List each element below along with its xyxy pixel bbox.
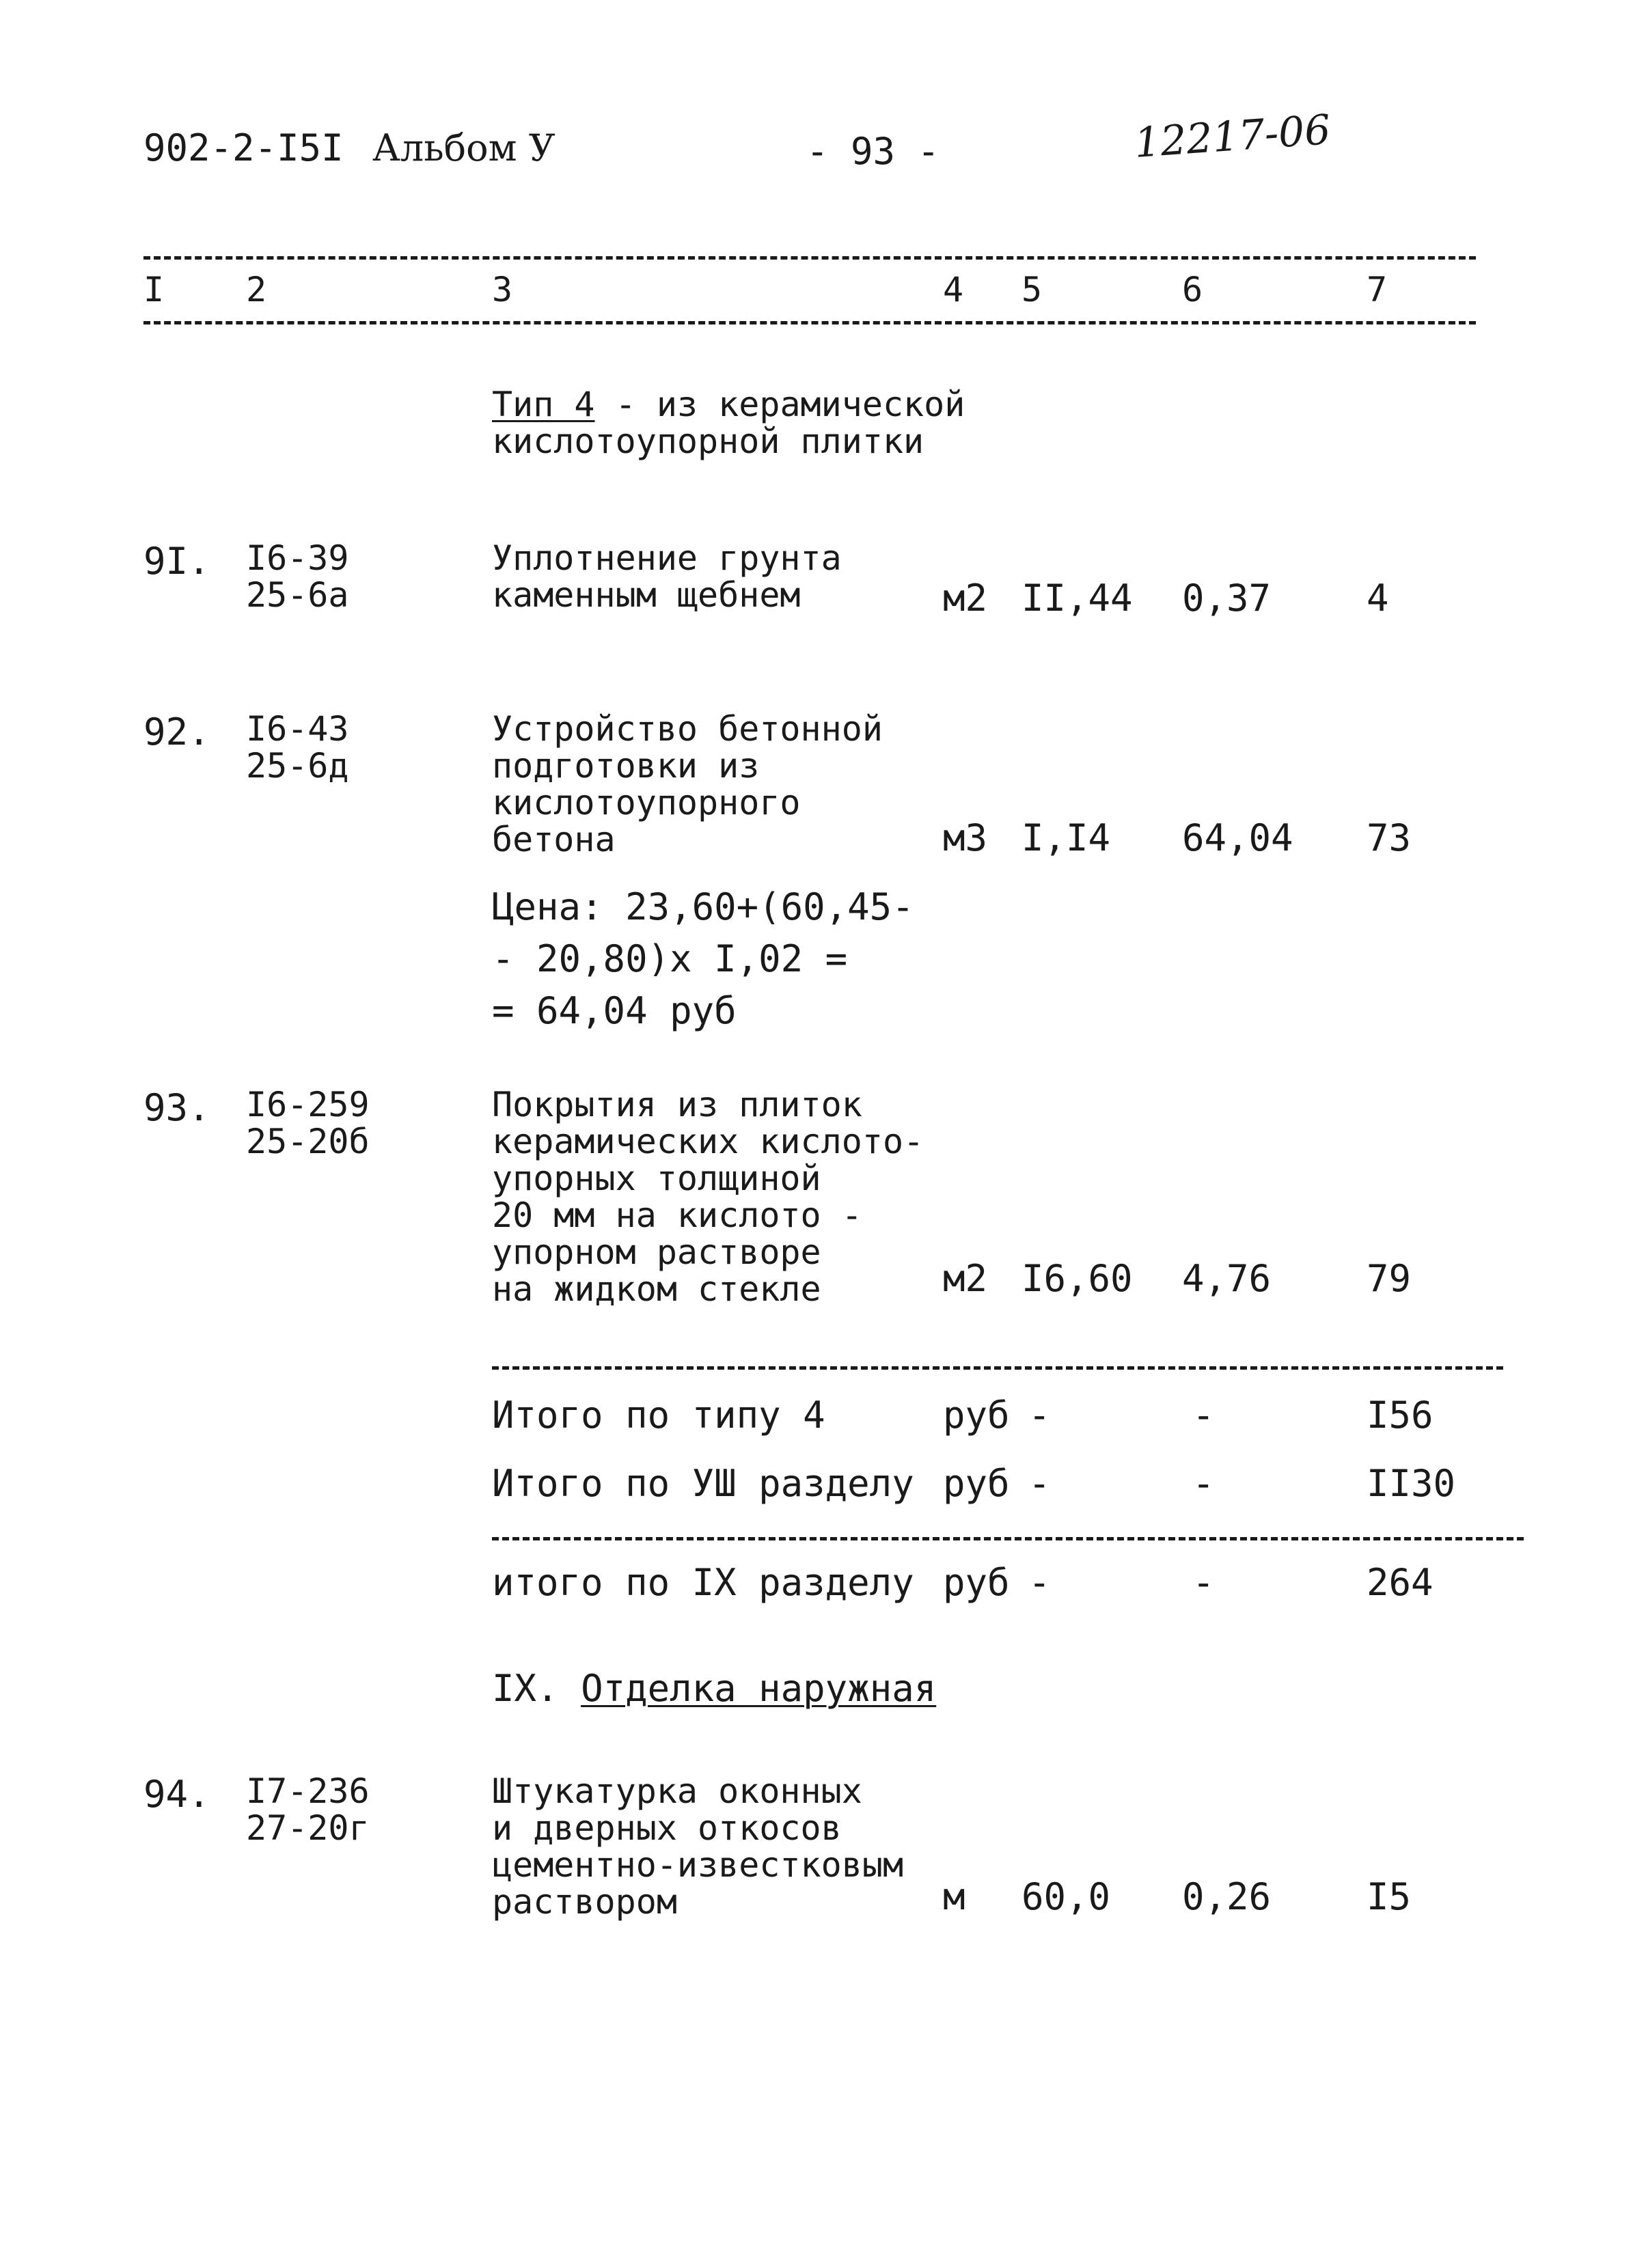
- total-type-4-total: I56: [1367, 1394, 1434, 1437]
- total-type-4-label: Итого по типу 4: [492, 1394, 825, 1437]
- row-94-desc-3: цементно-известковым: [492, 1845, 904, 1885]
- row-94-code-1: I7-236: [246, 1771, 370, 1811]
- total-type-4-price: -: [1192, 1394, 1215, 1437]
- row-94-total: I5: [1367, 1875, 1412, 1918]
- row-92-note-1: Цена: 23,60+(60,45-: [492, 885, 914, 928]
- row-92-code-2: 25-6д: [246, 746, 349, 786]
- row-92-unit: м3: [943, 816, 988, 859]
- row-91-price: 0,37: [1182, 577, 1272, 620]
- total-section-8-unit: руб: [943, 1462, 1010, 1505]
- total-section-8-label: Итого по УШ разделу: [492, 1462, 914, 1505]
- row-93-code-1: I6-259: [246, 1085, 370, 1124]
- row-92-price-note: [492, 881, 914, 1037]
- row-94-quantity: 60,0: [1021, 1875, 1111, 1918]
- row-93-total: 79: [1367, 1257, 1412, 1300]
- column-number-4: 4: [943, 270, 964, 309]
- row-91-number: 9I.: [143, 540, 210, 583]
- album-label: Альбом У: [372, 126, 555, 169]
- section-type-label: Тип 4: [492, 385, 595, 424]
- total-type-4-qty: -: [1028, 1394, 1051, 1437]
- section-ix-heading: [492, 1667, 936, 1710]
- row-92-desc-2: подготовки из: [492, 746, 760, 786]
- row-92-description: [492, 710, 883, 858]
- row-91-desc-2: каменным щебнем: [492, 575, 801, 615]
- total-type-4-unit: руб: [943, 1394, 1010, 1437]
- row-93-description: [492, 1086, 924, 1308]
- row-92-desc-3: кислотоупорного: [492, 783, 801, 822]
- section-type-rest: - из керамической: [615, 385, 965, 424]
- row-92-price: 64,04: [1182, 816, 1293, 859]
- column-number-7: 7: [1367, 270, 1388, 309]
- total-section-9-total: 264: [1367, 1561, 1434, 1604]
- row-93-desc-5: упорном растворе: [492, 1232, 821, 1272]
- total-section-9-unit: руб: [943, 1561, 1010, 1604]
- column-number-5: 5: [1021, 270, 1043, 309]
- header-top-rule: [143, 256, 1476, 260]
- row-92-desc-4: бетона: [492, 820, 616, 859]
- row-92-number: 92.: [143, 710, 210, 753]
- row-92-total: 73: [1367, 816, 1412, 859]
- row-93-quantity: I6,60: [1021, 1257, 1133, 1300]
- row-94-number: 94.: [143, 1773, 210, 1816]
- total-section-9-qty: -: [1028, 1561, 1051, 1604]
- header-bottom-rule: [143, 321, 1476, 324]
- totals-middle-rule: [492, 1537, 1524, 1540]
- row-93-number: 93.: [143, 1086, 210, 1129]
- section-ix-number: IX.: [492, 1667, 559, 1710]
- row-92-desc-1: Устройство бетонной: [492, 709, 883, 749]
- row-91-quantity: II,44: [1021, 577, 1133, 620]
- column-number-6: 6: [1182, 270, 1203, 309]
- row-92-codes: [246, 710, 349, 784]
- total-section-8-price: -: [1192, 1462, 1215, 1505]
- total-section-9-label: итого по IX разделу: [492, 1561, 914, 1604]
- row-91-code-2: 25-6а: [246, 575, 349, 615]
- section-type-heading: [492, 386, 965, 460]
- handwritten-reference: 12217-06: [1132, 106, 1332, 167]
- row-91-total: 4: [1367, 577, 1389, 620]
- section-type-line2: кислотоупорной плитки: [492, 421, 924, 461]
- row-91-desc-1: Уплотнение грунта: [492, 538, 842, 578]
- row-91-code-1: I6-39: [246, 538, 349, 578]
- total-section-9-price: -: [1192, 1561, 1215, 1604]
- document-code: 902-2-I5I: [143, 126, 344, 169]
- row-94-description: [492, 1773, 903, 1920]
- column-number-3: 3: [492, 270, 513, 309]
- row-91-description: [492, 540, 842, 613]
- row-93-desc-2: керамических кислото-: [492, 1122, 924, 1161]
- row-92-quantity: I,I4: [1021, 816, 1111, 859]
- row-93-price: 4,76: [1182, 1257, 1272, 1300]
- row-93-desc-1: Покрытия из плиток: [492, 1085, 862, 1124]
- row-94-codes: [246, 1773, 370, 1847]
- column-number-2: 2: [246, 270, 267, 309]
- row-93-desc-3: упорных толщиной: [492, 1159, 821, 1198]
- row-93-code-2: 25-20б: [246, 1122, 370, 1161]
- row-94-code-2: 27-20г: [246, 1808, 370, 1848]
- row-93-unit: м2: [943, 1257, 988, 1300]
- total-section-8-qty: -: [1028, 1462, 1051, 1505]
- total-section-8-total: II30: [1367, 1462, 1456, 1505]
- row-92-note-3: = 64,04 руб: [492, 989, 737, 1032]
- row-91-unit: м2: [943, 577, 988, 620]
- section-ix-title: Отделка наружная: [581, 1667, 937, 1710]
- row-94-unit: м: [943, 1875, 965, 1918]
- totals-top-rule: [492, 1366, 1503, 1370]
- row-91-codes: [246, 540, 349, 613]
- row-94-desc-4: раствором: [492, 1882, 677, 1922]
- row-93-codes: [246, 1086, 370, 1160]
- row-94-desc-1: Штукатурка оконных: [492, 1771, 862, 1811]
- row-94-desc-2: и дверных откосов: [492, 1808, 842, 1848]
- row-92-note-2: - 20,80)х I,02 =: [492, 937, 848, 980]
- column-number-1: I: [143, 270, 165, 309]
- row-94-price: 0,26: [1182, 1875, 1272, 1918]
- row-93-desc-6: на жидком стекле: [492, 1269, 821, 1309]
- page-number: - 93 -: [806, 130, 940, 173]
- row-92-code-1: I6-43: [246, 709, 349, 749]
- row-93-desc-4: 20 мм на кислото -: [492, 1195, 862, 1235]
